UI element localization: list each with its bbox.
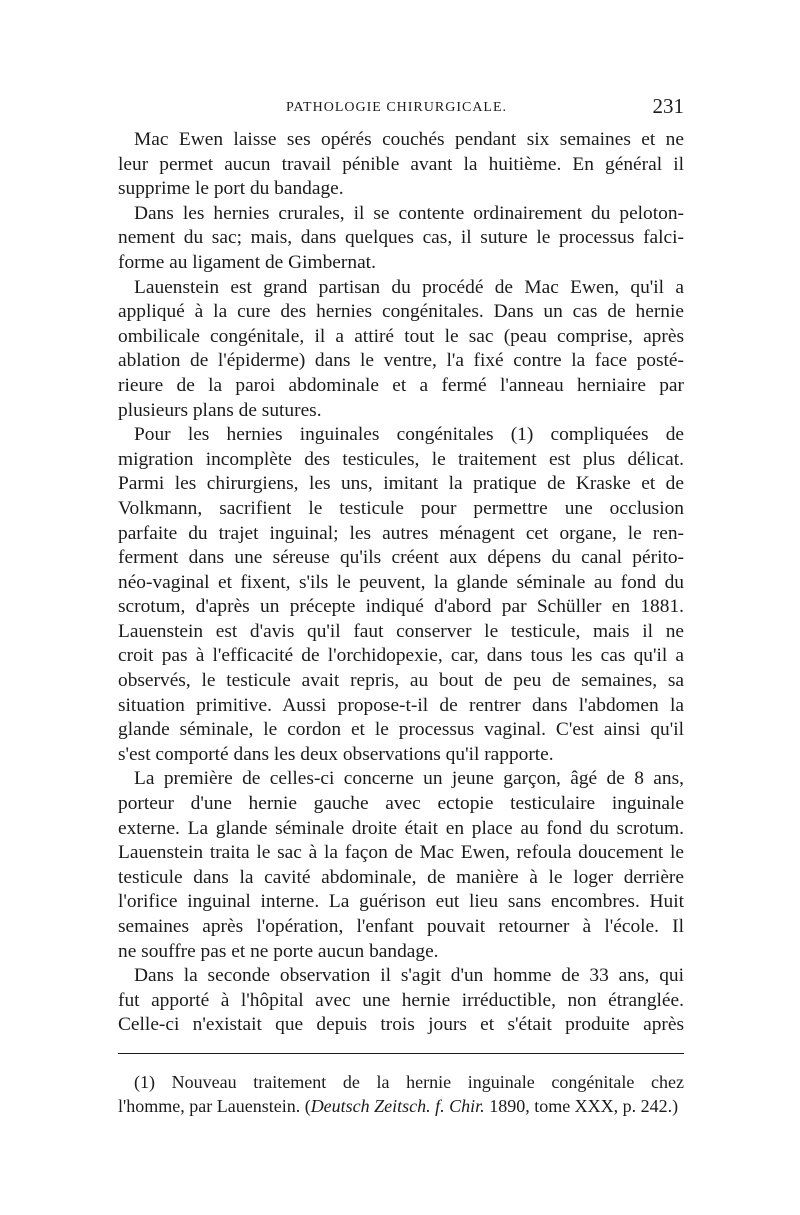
text-line: ombilicale congénitale, il a attiré tout le sac (peau comprise, après bbox=[118, 325, 684, 347]
text-line: porteur d'une hernie gauche avec ectopie testiculaire inguinale bbox=[118, 793, 684, 815]
page-number: 231 bbox=[652, 94, 684, 118]
text-line: Pour les hernies inguinales congénitales (1) compliquées de bbox=[134, 424, 684, 446]
text-line: ferment dans une séreuse qu'ils créent aux dépens du canal périto- bbox=[118, 547, 684, 569]
text-line: Parmi les chirurgiens, les uns, imitant la pratique de Kraske et de bbox=[118, 473, 684, 495]
body-text bbox=[118, 128, 684, 1038]
text-line: Dans la seconde observation il s'agit d'un homme de 33 ans, qui bbox=[134, 965, 684, 987]
text-line: situation primitive. Aussi propose-t-il de rentrer dans l'abdomen la bbox=[118, 694, 684, 716]
text-line: migration incomplète des testicules, le traitement est plus délicat. bbox=[118, 448, 684, 470]
running-head bbox=[118, 96, 684, 122]
text-line: forme au ligament de Gimbernat. bbox=[118, 251, 376, 273]
text-line: scrotum, d'après un précepte indiqué d'abord par Schüller en 1881. bbox=[118, 596, 684, 618]
text-line: appliqué à la cure des hernies congénitales. Dans un cas de hernie bbox=[118, 301, 684, 323]
text-line: l'orifice inguinal interne. La guérison eut lieu sans encombres. Huit bbox=[118, 891, 684, 913]
text-line: ablation de l'épiderme) dans le ventre, l'a fixé contre la face posté- bbox=[118, 350, 684, 372]
text-line: nement du sac; mais, dans quelques cas, il suture le processus falci- bbox=[118, 227, 684, 249]
text-line: fut apporté à l'hôpital avec une hernie irréductible, non étranglée. bbox=[118, 989, 684, 1011]
text-line: glande séminale, le cordon et le processus vaginal. C'est ainsi qu'il bbox=[118, 719, 684, 741]
text-line: néo-vaginal et fixent, s'ils le peuvent, la glande séminale au fond du bbox=[118, 571, 684, 593]
text-line: testicule dans la cavité abdominale, de manière à le loger derrière bbox=[118, 866, 684, 888]
text-line: Mac Ewen laisse ses opérés couchés pendant six semaines et ne bbox=[134, 129, 684, 150]
text-line: s'est comporté dans les deux observations qu'il rapporte. bbox=[118, 743, 554, 765]
text-line: rieure de la paroi abdominale et a fermé l'anneau herniaire par bbox=[118, 374, 684, 396]
journal-title: Deutsch Zeitsch. f. Chir. bbox=[310, 1096, 485, 1116]
text-line: parfaite du trajet inguinal; les autres ménagent cet organe, le ren- bbox=[118, 522, 684, 544]
text-line: Volkmann, sacrifient le testicule pour permettre une occlusion bbox=[118, 497, 684, 519]
text-line: ne souffre pas et ne porte aucun bandage. bbox=[118, 940, 439, 962]
text-line: La première de celles-ci concerne un jeune garçon, âgé de 8 ans, bbox=[134, 768, 684, 790]
text-line: Dans les hernies crurales, il se contente ordinairement du peloton- bbox=[134, 202, 684, 224]
text-line: supprime le port du bandage. bbox=[118, 178, 344, 200]
text-line: Lauenstein est d'avis qu'il faut conserver le testicule, mais il ne bbox=[118, 620, 684, 642]
footnote bbox=[118, 1070, 684, 1118]
text-line: plusieurs plans de sutures. bbox=[118, 399, 322, 421]
text-line: observés, le testicule avait repris, au bout de peu de semaines, sa bbox=[118, 670, 684, 692]
footnote-text: 1890, tome XXX, p. 242.) bbox=[484, 1096, 679, 1116]
footnote-line bbox=[118, 1094, 684, 1118]
text-line: semaines après l'opération, l'enfant pouvait retourner à l'école. Il bbox=[118, 916, 684, 937]
footnote-text: l'homme, par Lauenstein. ( bbox=[118, 1096, 311, 1116]
text-line: Lauenstein est grand partisan du procédé de Mac Ewen, qu'il a bbox=[134, 276, 684, 298]
text-line: externe. La glande séminale droite était en place au fond du scrotum. bbox=[118, 817, 684, 839]
text-line: croit pas à l'efficacité de l'orchidopexie, car, dans tous les cas qu'il a bbox=[118, 645, 684, 667]
footnote-line: (1) Nouveau traitement de la hernie inguinale congénitale chez bbox=[134, 1072, 684, 1092]
running-title: PATHOLOGIE CHIRURGICALE. bbox=[286, 100, 508, 115]
text-line: Celle-ci n'existait que depuis trois jours et s'était produite après bbox=[118, 1014, 684, 1036]
text-line: Lauenstein traita le sac à la façon de Mac Ewen, refoula doucement le bbox=[118, 842, 684, 864]
footnote-divider bbox=[118, 1053, 684, 1054]
text-line: leur permet aucun travail pénible avant la huitième. En général il bbox=[118, 153, 684, 175]
